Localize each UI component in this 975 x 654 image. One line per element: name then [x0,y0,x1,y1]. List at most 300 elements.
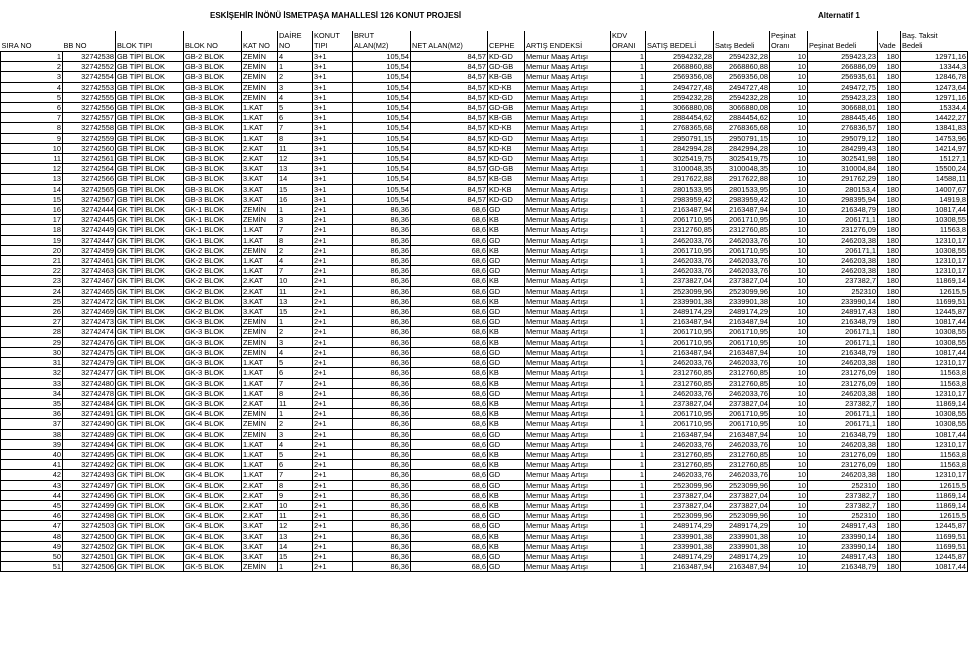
table-cell[interactable]: 2462033,76 [714,470,770,480]
table-cell[interactable]: 252310 [808,511,878,521]
table-cell[interactable]: 180 [878,337,901,347]
table-cell[interactable]: 20 [1,245,63,255]
table-cell[interactable]: 12310,17 [901,439,968,449]
table-cell[interactable]: KD-GD [488,133,525,143]
table-cell[interactable]: ZEMİN [242,245,278,255]
table-cell[interactable]: 68,6 [411,531,488,541]
table-cell[interactable]: GK-4 BLOK [184,460,242,470]
table-cell[interactable]: 1 [611,235,646,245]
table-cell[interactable]: 86,36 [353,500,411,510]
table-cell[interactable]: 3+1 [313,52,353,62]
table-cell[interactable]: 32742555 [63,92,116,102]
table-cell[interactable]: ZEMİN [242,347,278,357]
table-cell[interactable]: 40 [1,449,63,459]
table-cell[interactable]: 68,6 [411,511,488,521]
table-cell[interactable]: 1.KAT [242,449,278,459]
table-cell[interactable]: 14 [278,174,313,184]
table-cell[interactable]: 14919,8 [901,194,968,204]
table-cell[interactable]: GB TİPİ BLOK [116,52,184,62]
table-cell[interactable]: GB TİPİ BLOK [116,62,184,72]
table-cell[interactable]: Memur Maaş Artışı [525,143,611,153]
table-cell[interactable]: 17 [1,215,63,225]
table-cell[interactable]: GD [488,286,525,296]
table-cell[interactable]: 2+1 [313,531,353,541]
table-cell[interactable]: 2163487,94 [646,317,714,327]
table-cell[interactable]: 2462033,76 [714,235,770,245]
table-cell[interactable]: 2462033,76 [714,266,770,276]
table-cell[interactable]: 32742497 [63,480,116,490]
table-cell[interactable]: 86,36 [353,531,411,541]
table-cell[interactable]: 68,6 [411,480,488,490]
table-cell[interactable]: 216348,79 [808,429,878,439]
table-cell[interactable]: 32742467 [63,276,116,286]
table-cell[interactable]: 2668860,88 [646,62,714,72]
table-cell[interactable]: 1 [611,511,646,521]
table-cell[interactable]: 10 [1,143,63,153]
table-cell[interactable]: 105,54 [353,82,411,92]
table-cell[interactable]: 2163487,94 [714,562,770,572]
table-cell[interactable]: Memur Maaş Artışı [525,62,611,72]
table-cell[interactable]: 7 [278,225,313,235]
table-cell[interactable]: 2+1 [313,347,353,357]
table-cell[interactable]: KD-GD [488,194,525,204]
table-cell[interactable]: 10 [770,215,808,225]
table-cell[interactable]: 2.KAT [242,398,278,408]
column-header[interactable] [525,31,611,41]
table-cell[interactable]: 68,6 [411,245,488,255]
table-cell[interactable]: 2312760,85 [714,449,770,459]
table-cell[interactable]: 10 [770,460,808,470]
table-cell[interactable]: 180 [878,82,901,92]
table-cell[interactable]: 180 [878,551,901,561]
table-cell[interactable]: Memur Maaş Artışı [525,215,611,225]
table-cell[interactable]: 2489174,29 [714,551,770,561]
table-cell[interactable]: 2+1 [313,409,353,419]
table-cell[interactable]: 84,57 [411,174,488,184]
table-cell[interactable]: 10 [770,133,808,143]
table-cell[interactable]: 2 [1,62,63,72]
table-cell[interactable]: 1.KAT [242,266,278,276]
table-cell[interactable]: 5 [278,449,313,459]
table-cell[interactable]: 1 [611,388,646,398]
table-cell[interactable]: 1 [611,133,646,143]
table-cell[interactable]: 246203,38 [808,358,878,368]
table-cell[interactable]: 2+1 [313,521,353,531]
table-cell[interactable]: 1 [611,266,646,276]
column-header[interactable]: BLOK TIPI [116,41,184,52]
table-cell[interactable]: KB-GB [488,72,525,82]
table-cell[interactable]: 2489174,29 [646,551,714,561]
table-cell[interactable]: 68,6 [411,317,488,327]
table-cell[interactable]: 2594232,28 [714,52,770,62]
table-cell[interactable]: 1.KAT [242,470,278,480]
table-cell[interactable]: 1 [611,245,646,255]
table-cell[interactable]: 10817,44 [901,562,968,572]
table-cell[interactable]: 30 [1,347,63,357]
table-cell[interactable]: 12445,87 [901,521,968,531]
table-cell[interactable]: 10 [770,480,808,490]
table-cell[interactable]: GK-1 BLOK [184,215,242,225]
table-cell[interactable]: 10 [770,184,808,194]
table-cell[interactable]: 12615,5 [901,480,968,490]
table-cell[interactable]: GK-4 BLOK [184,419,242,429]
table-cell[interactable]: Memur Maaş Artışı [525,235,611,245]
table-cell[interactable]: 86,36 [353,541,411,551]
table-cell[interactable]: Memur Maaş Artışı [525,490,611,500]
table-cell[interactable]: 11 [278,511,313,521]
table-cell[interactable]: 86,36 [353,490,411,500]
table-cell[interactable]: 2373827,04 [714,490,770,500]
table-cell[interactable]: GK-3 BLOK [184,317,242,327]
table-cell[interactable]: 6 [278,113,313,123]
table-cell[interactable]: 105,54 [353,184,411,194]
table-cell[interactable]: 3.KAT [242,184,278,194]
table-cell[interactable]: GB-3 BLOK [184,143,242,153]
table-cell[interactable]: 10 [770,113,808,123]
table-cell[interactable]: KD-KB [488,184,525,194]
table-cell[interactable]: KD-KB [488,123,525,133]
table-cell[interactable]: 86,36 [353,470,411,480]
table-cell[interactable]: 12971,16 [901,92,968,102]
table-cell[interactable]: 68,6 [411,500,488,510]
table-cell[interactable]: 2163487,94 [714,317,770,327]
table-cell[interactable]: 10 [278,276,313,286]
table-cell[interactable]: 32742473 [63,317,116,327]
table-cell[interactable]: GK TİPİ BLOK [116,337,184,347]
table-cell[interactable]: GD [488,235,525,245]
table-cell[interactable]: Memur Maaş Artışı [525,256,611,266]
table-cell[interactable]: ZEMİN [242,317,278,327]
table-cell[interactable]: 180 [878,174,901,184]
table-cell[interactable]: 2373827,04 [646,500,714,510]
table-cell[interactable]: 298395,94 [808,194,878,204]
table-cell[interactable]: 2.KAT [242,500,278,510]
table-cell[interactable]: Memur Maaş Artışı [525,388,611,398]
table-cell[interactable]: GK-2 BLOK [184,245,242,255]
table-cell[interactable]: KB [488,276,525,286]
table-cell[interactable]: 15127,1 [901,154,968,164]
table-cell[interactable]: 32742566 [63,174,116,184]
table-cell[interactable]: 10 [770,154,808,164]
table-cell[interactable]: 295079,12 [808,133,878,143]
table-cell[interactable]: 4 [278,52,313,62]
table-cell[interactable]: 231276,09 [808,368,878,378]
table-cell[interactable]: GK TİPİ BLOK [116,429,184,439]
table-cell[interactable]: 237382,7 [808,490,878,500]
table-cell[interactable]: 252310 [808,286,878,296]
table-cell[interactable]: 2+1 [313,307,353,317]
table-cell[interactable]: 2489174,29 [646,307,714,317]
table-cell[interactable]: 32742475 [63,347,116,357]
table-cell[interactable]: 180 [878,103,901,113]
table-cell[interactable]: 32742449 [63,225,116,235]
table-cell[interactable]: 180 [878,317,901,327]
table-cell[interactable]: 36 [1,409,63,419]
table-cell[interactable]: 2+1 [313,296,353,306]
table-cell[interactable]: 32742492 [63,460,116,470]
table-cell[interactable]: 5 [1,92,63,102]
table-cell[interactable]: GK TİPİ BLOK [116,419,184,429]
table-cell[interactable]: 180 [878,113,901,123]
table-cell[interactable]: 1 [278,317,313,327]
table-cell[interactable]: 2339901,38 [714,541,770,551]
table-cell[interactable]: KB [488,368,525,378]
table-cell[interactable]: 180 [878,245,901,255]
table-cell[interactable]: GB-2 BLOK [184,52,242,62]
table-cell[interactable]: 248917,43 [808,551,878,561]
table-cell[interactable]: 1.KAT [242,368,278,378]
table-cell[interactable]: GB-3 BLOK [184,154,242,164]
table-cell[interactable]: 32742479 [63,358,116,368]
table-cell[interactable]: 288445,46 [808,113,878,123]
table-cell[interactable]: 10 [770,174,808,184]
table-cell[interactable]: 1 [611,225,646,235]
table-cell[interactable]: 2494727,48 [714,82,770,92]
table-cell[interactable]: 68,6 [411,409,488,419]
table-cell[interactable]: 246203,38 [808,439,878,449]
table-cell[interactable]: 1 [611,449,646,459]
column-header[interactable]: Vade [878,41,901,52]
table-cell[interactable]: 10 [770,531,808,541]
column-header[interactable] [878,31,901,41]
table-cell[interactable]: GK TİPİ BLOK [116,531,184,541]
table-cell[interactable]: ZEMİN [242,62,278,72]
column-header[interactable]: BRUT [353,31,411,41]
table-cell[interactable]: 2061710,95 [714,337,770,347]
table-cell[interactable]: 84,57 [411,82,488,92]
table-cell[interactable]: GB TİPİ BLOK [116,154,184,164]
table-cell[interactable]: Memur Maaş Artışı [525,164,611,174]
table-cell[interactable]: 32742560 [63,143,116,153]
table-cell[interactable]: 180 [878,266,901,276]
table-cell[interactable]: Memur Maaş Artışı [525,225,611,235]
column-header[interactable]: Satış Bedeli [714,41,770,52]
table-cell[interactable]: 2+1 [313,235,353,245]
table-cell[interactable]: 22 [1,266,63,276]
table-cell[interactable]: GK-4 BLOK [184,470,242,480]
table-cell[interactable]: 1 [611,562,646,572]
table-cell[interactable]: 1.KAT [242,439,278,449]
table-cell[interactable]: GK-1 BLOK [184,205,242,215]
table-cell[interactable]: 68,6 [411,276,488,286]
table-cell[interactable]: 231276,09 [808,449,878,459]
table-cell[interactable]: 252310 [808,480,878,490]
table-cell[interactable]: 10817,44 [901,205,968,215]
table-cell[interactable]: 180 [878,388,901,398]
table-cell[interactable]: 86,36 [353,317,411,327]
table-cell[interactable]: 24 [1,286,63,296]
column-header[interactable]: BB NO [63,41,116,52]
table-cell[interactable]: 259423,23 [808,92,878,102]
table-cell[interactable]: 1 [611,123,646,133]
table-cell[interactable]: 84,57 [411,72,488,82]
table-cell[interactable]: Memur Maaş Artışı [525,358,611,368]
table-cell[interactable]: 68,6 [411,215,488,225]
table-cell[interactable]: 12445,87 [901,551,968,561]
table-cell[interactable]: 86,36 [353,480,411,490]
table-cell[interactable]: 32742474 [63,327,116,337]
table-cell[interactable]: 206171,1 [808,215,878,225]
table-cell[interactable]: GD [488,439,525,449]
table-cell[interactable]: 1 [611,347,646,357]
table-cell[interactable]: 68,6 [411,266,488,276]
table-cell[interactable]: 5 [278,358,313,368]
table-cell[interactable]: 233990,14 [808,541,878,551]
column-header[interactable]: SATIŞ BEDELİ [646,41,714,52]
table-cell[interactable]: 11699,51 [901,541,968,551]
table-cell[interactable]: Memur Maaş Artışı [525,82,611,92]
table-cell[interactable]: 180 [878,531,901,541]
table-cell[interactable]: ZEMİN [242,337,278,347]
table-cell[interactable]: 2+1 [313,368,353,378]
table-cell[interactable]: 2.KAT [242,286,278,296]
table-cell[interactable]: 237382,7 [808,500,878,510]
column-header[interactable]: SIRA NO [1,41,63,52]
table-cell[interactable]: 15 [278,307,313,317]
table-cell[interactable]: 2+1 [313,429,353,439]
table-cell[interactable]: 1.KAT [242,113,278,123]
table-cell[interactable]: 12445,87 [901,307,968,317]
table-cell[interactable]: 3 [278,429,313,439]
table-cell[interactable]: GK-4 BLOK [184,551,242,561]
table-cell[interactable]: 11 [278,398,313,408]
table-cell[interactable]: ZEMİN [242,52,278,62]
table-cell[interactable]: 180 [878,52,901,62]
column-header[interactable]: DAİRE [278,31,313,41]
table-cell[interactable]: 2.KAT [242,143,278,153]
table-cell[interactable]: Memur Maaş Artışı [525,429,611,439]
table-cell[interactable]: 86,36 [353,511,411,521]
table-cell[interactable]: 2+1 [313,511,353,521]
table-cell[interactable]: 180 [878,164,901,174]
table-cell[interactable]: 1 [611,205,646,215]
table-cell[interactable]: 2462033,76 [714,439,770,449]
table-cell[interactable]: 1 [611,92,646,102]
table-cell[interactable]: 68,6 [411,225,488,235]
table-cell[interactable]: 2523099,96 [646,286,714,296]
table-cell[interactable]: 1.KAT [242,133,278,143]
table-cell[interactable]: 2489174,29 [714,307,770,317]
table-cell[interactable]: 32742489 [63,429,116,439]
table-cell[interactable]: Memur Maaş Artışı [525,409,611,419]
table-cell[interactable]: Memur Maaş Artışı [525,541,611,551]
table-cell[interactable]: 2 [278,327,313,337]
table-cell[interactable]: 2 [278,72,313,82]
table-cell[interactable]: 1.KAT [242,358,278,368]
table-cell[interactable]: 246203,38 [808,235,878,245]
table-cell[interactable]: 2061710,95 [646,327,714,337]
table-cell[interactable]: GK TİPİ BLOK [116,256,184,266]
table-cell[interactable]: 1 [611,470,646,480]
table-cell[interactable]: 2312760,85 [714,225,770,235]
table-cell[interactable]: 1 [278,205,313,215]
table-cell[interactable]: 10 [770,245,808,255]
table-cell[interactable]: 1 [611,184,646,194]
table-cell[interactable]: 105,54 [353,52,411,62]
table-cell[interactable]: 180 [878,92,901,102]
table-cell[interactable]: 14 [1,184,63,194]
table-cell[interactable]: Memur Maaş Artışı [525,266,611,276]
table-cell[interactable]: 2489174,29 [646,521,714,531]
table-cell[interactable]: 32742496 [63,490,116,500]
table-cell[interactable]: 86,36 [353,358,411,368]
table-cell[interactable]: GB-3 BLOK [184,174,242,184]
table-cell[interactable]: 32742554 [63,72,116,82]
table-cell[interactable]: 84,57 [411,113,488,123]
table-cell[interactable]: Memur Maaş Artışı [525,245,611,255]
table-cell[interactable]: GD [488,429,525,439]
table-cell[interactable]: 1 [611,317,646,327]
table-cell[interactable]: GB-3 BLOK [184,103,242,113]
table-cell[interactable]: 11869,14 [901,276,968,286]
table-cell[interactable]: 10 [770,62,808,72]
table-cell[interactable]: GD [488,317,525,327]
table-cell[interactable]: 105,54 [353,164,411,174]
table-cell[interactable]: 2+1 [313,245,353,255]
column-header[interactable]: BLOK NO [184,41,242,52]
table-cell[interactable]: 32742556 [63,103,116,113]
table-cell[interactable]: GK TİPİ BLOK [116,225,184,235]
table-cell[interactable]: 11869,14 [901,500,968,510]
table-cell[interactable]: KB [488,500,525,510]
table-cell[interactable]: KB [488,337,525,347]
table-cell[interactable]: Memur Maaş Artışı [525,337,611,347]
table-cell[interactable]: 216348,79 [808,317,878,327]
table-cell[interactable]: 1 [611,286,646,296]
table-cell[interactable]: 1 [611,480,646,490]
table-cell[interactable]: 3+1 [313,143,353,153]
table-cell[interactable]: 206171,1 [808,409,878,419]
table-cell[interactable]: 86,36 [353,296,411,306]
table-cell[interactable]: 10 [770,347,808,357]
table-cell[interactable]: 2523099,96 [714,511,770,521]
table-cell[interactable]: 1 [611,164,646,174]
table-cell[interactable]: 2+1 [313,378,353,388]
table-cell[interactable]: 2+1 [313,460,353,470]
table-cell[interactable]: 2339901,38 [714,531,770,541]
table-cell[interactable]: 68,6 [411,541,488,551]
table-cell[interactable]: Memur Maaş Artışı [525,398,611,408]
table-cell[interactable]: 1 [611,378,646,388]
table-cell[interactable]: 84,57 [411,133,488,143]
table-cell[interactable]: 2061710,95 [714,327,770,337]
table-cell[interactable]: GK TİPİ BLOK [116,286,184,296]
table-cell[interactable]: ZEMİN [242,72,278,82]
table-cell[interactable]: 11869,14 [901,398,968,408]
table-cell[interactable]: GK TİPİ BLOK [116,470,184,480]
table-cell[interactable]: GK TİPİ BLOK [116,490,184,500]
table-cell[interactable]: 11869,14 [901,490,968,500]
table-cell[interactable]: 7 [278,470,313,480]
table-cell[interactable]: 68,6 [411,490,488,500]
table-cell[interactable]: 9 [278,490,313,500]
table-cell[interactable]: 46 [1,511,63,521]
table-cell[interactable]: 12310,17 [901,235,968,245]
table-cell[interactable]: GK TİPİ BLOK [116,511,184,521]
table-cell[interactable]: 86,36 [353,266,411,276]
table-cell[interactable]: 3+1 [313,72,353,82]
table-cell[interactable]: KB [488,215,525,225]
table-cell[interactable]: 2+1 [313,439,353,449]
table-cell[interactable]: GK TİPİ BLOK [116,347,184,357]
table-cell[interactable]: 68,6 [411,388,488,398]
column-header[interactable]: NET ALAN(M2) [411,41,488,52]
table-cell[interactable]: 2494727,48 [646,82,714,92]
table-cell[interactable]: 12310,17 [901,266,968,276]
table-cell[interactable]: 246203,38 [808,256,878,266]
table-cell[interactable]: 84,57 [411,123,488,133]
table-cell[interactable]: 2+1 [313,551,353,561]
